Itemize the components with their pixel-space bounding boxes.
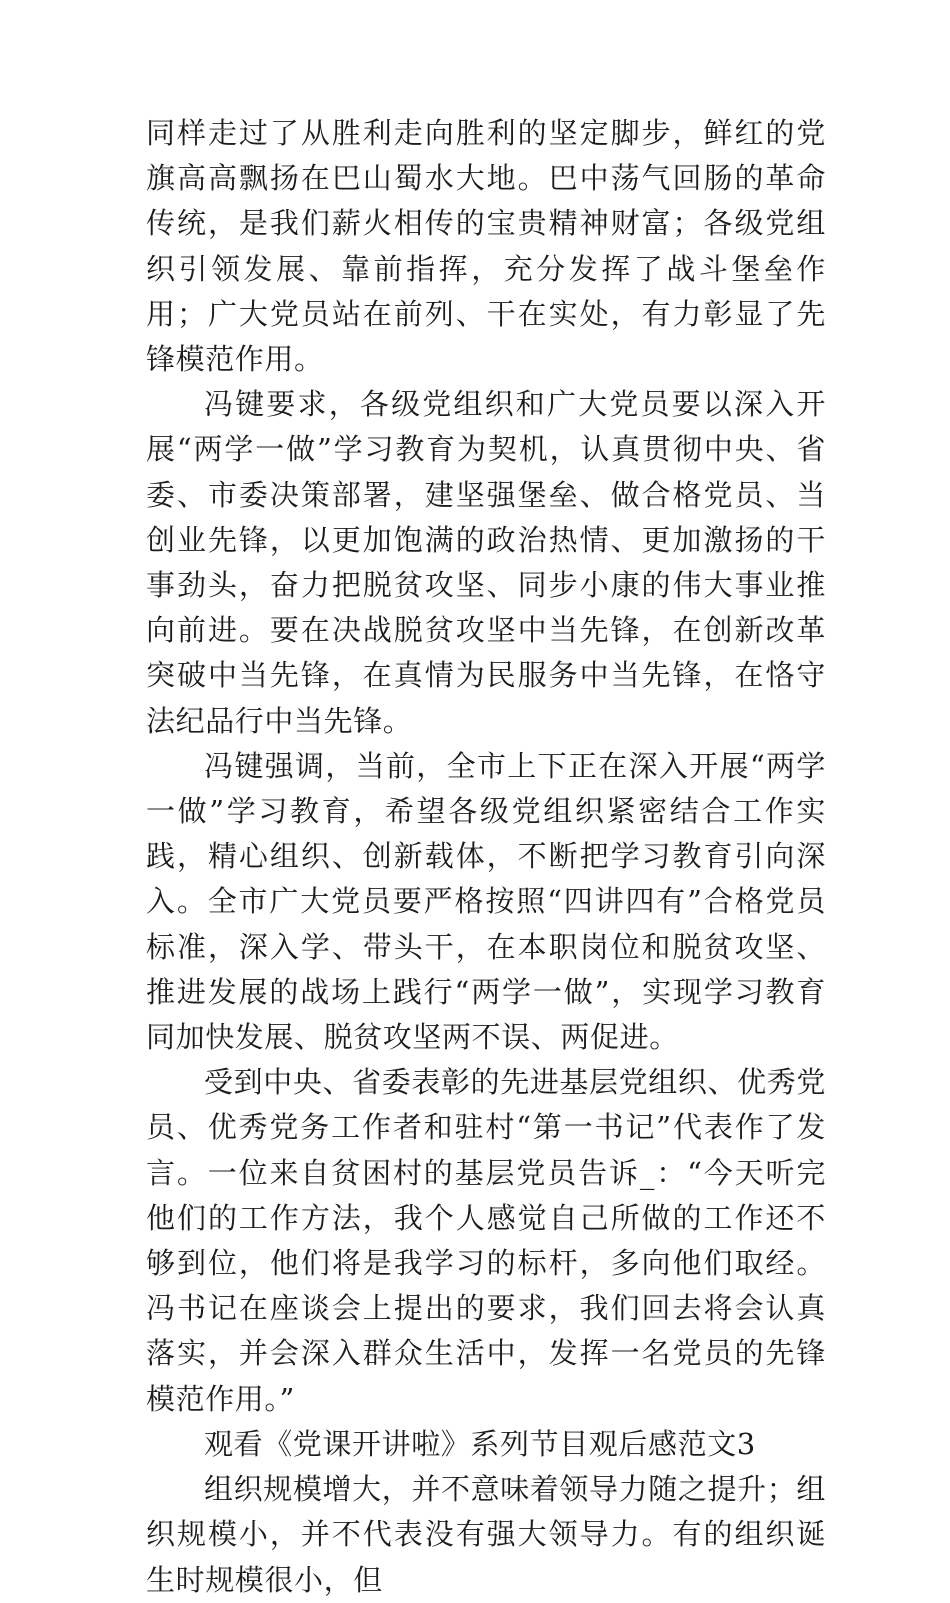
paragraph-2: 冯键要求，各级党组织和广大党员要以深入开展“两学一做”学习教育为契机，认真贯彻中央、省委、市委决策部署，建坚强堡垒、做合格党员、当创业先锋，以更加饱满的政治热情、更加激扬的干事劲头，奋力把脱贫攻坚、同步小康的伟大事业推向前进。要在决战脱贫攻坚中当先锋，在创新改革突破中当先锋，在真情为民服务中当先锋，在恪守法纪品行中当先锋。 bbox=[146, 387, 826, 738]
paragraph-5: 组织规模增大，并不意味着领导力随之提升；组织规模小，并不代表没有强大领导力。有的组织诞生时规模很小，但 bbox=[146, 1472, 826, 1597]
document-body bbox=[146, 111, 826, 1603]
section-heading: 观看《党课开讲啦》系列节目观后感范文3 bbox=[204, 1426, 756, 1461]
paragraph-4: 受到中央、省委表彰的先进基层党组织、优秀党员、优秀党务工作者和驻村“第一书记”代表作了发言。一位来自贫困村的基层党员告诉_：“今天听完他们的工作方法，我个人感觉自己所做的工作还不够到位，他们将是我学习的标杆，多向他们取经。冯书记在座谈会上提出的要求，我们回去将会认真落实，并会深入群众生活中，发挥一名党员的先锋模范作用。” bbox=[146, 1065, 826, 1416]
paragraph-3: 冯键强调，当前，全市上下正在深入开展“两学一做”学习教育，希望各级党组织紧密结合工作实践，精心组织、创新载体，不断把学习教育引向深入。全市广大党员要严格按照“四讲四有”合格党员标准，深入学、带头干，在本职岗位和脱贫攻坚、推进发展的战场上践行“两学一做”，实现学习教育同加快发展、脱贫攻坚两不误、两促进。 bbox=[146, 748, 826, 1055]
paragraph-1: 同样走过了从胜利走向胜利的坚定脚步，鲜红的党旗高高飘扬在巴山蜀水大地。巴中荡气回肠的革命传统，是我们薪火相传的宝贵精神财富；各级党组织引领发展、靠前指挥，充分发挥了战斗堡垒作用；广大党员站在前列、干在实处，有力彰显了先锋模范作用。 bbox=[146, 116, 826, 377]
